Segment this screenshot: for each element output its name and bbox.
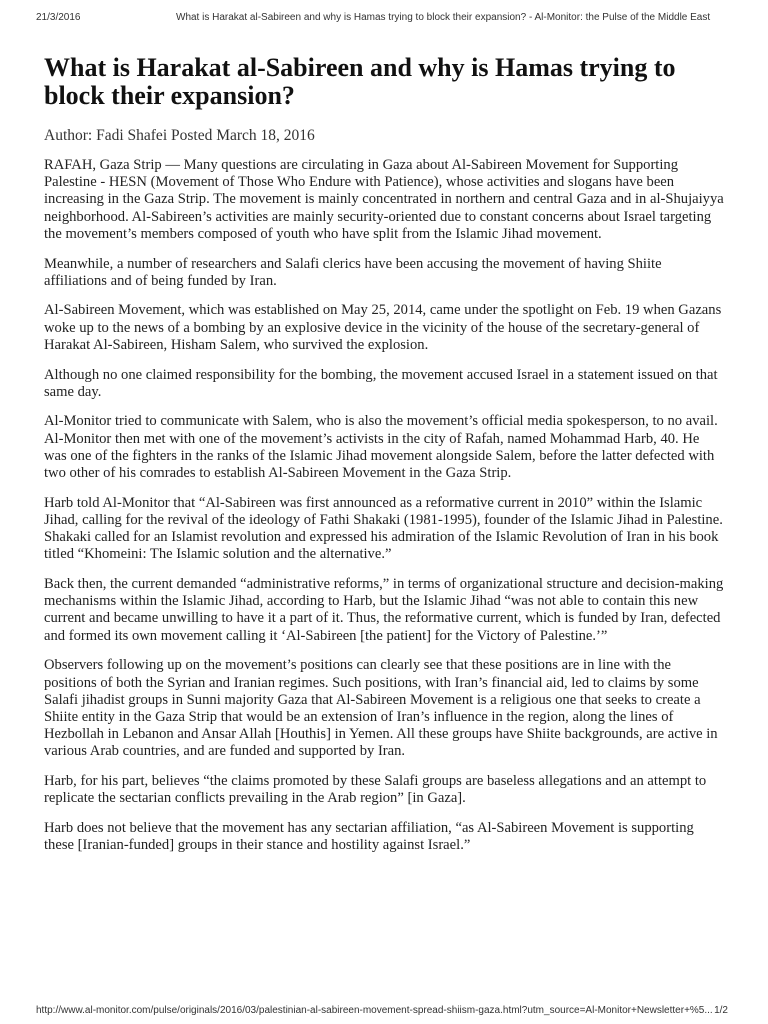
- article-paragraph: Meanwhile, a number of researchers and Salafi clerics have been accusing the movement of having Shiite affiliations and of being funded by Iran.: [44, 255, 662, 289]
- article-paragraph: Al-Monitor tried to communicate with Salem, who is also the movement’s official media spokesperson, to no avail. Al-Monitor then met with one of the movement’s activists in the city of Rafah, named Mohammad Harb, 40. He was one of the fighters in the ranks of the Islamic Jihad movement alongside Salem, before the latter defected with two other of his comrades to establish Al-Sabireen Movement in the Gaza Strip.: [44, 413, 718, 482]
- article-container: [44, 54, 724, 867]
- page-number: 1/2: [714, 1005, 728, 1016]
- article-byline: Author: Fadi Shafei Posted March 18, 2016: [44, 127, 315, 144]
- article-paragraph: Back then, the current demanded “administrative reforms,” in terms of organizational structure and decision-making mechanisms within the Islamic Jihad, according to Harb, but the Islamic Jihad “was not able to contain this new current and became unwilling to have it a part of it. Thus, the reformative current, which is funded by Iran, defected and formed its own movement calling it ‘Al-Sabireen [the patient] for the Victory of Palestine.’”: [44, 576, 724, 644]
- print-url[interactable]: http://www.al-monitor.com/pulse/originals/2016/03/palestinian-al-sabireen-movement-spread-shiism-gaza.html?utm_source=Al-Monitor+Newsletter+%5...: [36, 1005, 713, 1016]
- article-title: What is Harakat al-Sabireen and why is Hamas trying to block their expansion?: [44, 53, 676, 110]
- article-paragraph: RAFAH, Gaza Strip — Many questions are circulating in Gaza about Al-Sabireen Movement for Supporting Palestine - HESN (Movement of Those Who Endure with Patience), whose activities and slogans have been increasing in the Gaza Strip. The movement is mainly concentrated in northern and central Gaza and in al-Shujaiyya neighborhood. Al-Sabireen’s activities are mainly security-oriented due to constant concerns about Israel targeting the movement’s members composed of youth who have split from the Islamic Jihad movement.: [44, 157, 724, 242]
- article-paragraph: Observers following up on the movement’s positions can clearly see that these positions are in line with the positions of both the Syrian and Iranian regimes. Such positions, with Iran’s financial aid, led to claims by some Salafi jihadist groups in Sunni majority Gaza that Al-Sabireen Movement is a religious one that seeks to create a Shiite entity in the Gaza Strip that would be an extension of Iran’s influence in the region, along the lines of Hezbollah in Lebanon and Ansar Allah [Houthis] in Yemen. All these groups have Shiite backgrounds, are active in various Arab countries, and are funded and supported by Iran.: [44, 657, 718, 760]
- print-page-title: What is Harakat al-Sabireen and why is Hamas trying to block their expansion? - Al-Monitor: the Pulse of the Middle East: [176, 12, 711, 23]
- article-paragraph: Harb does not believe that the movement has any sectarian affiliation, “as Al-Sabireen Movement is supporting these [Iranian-funded] groups in their stance and hostility against Israel.”: [44, 820, 694, 854]
- article-paragraph: Harb, for his part, believes “the claims promoted by these Salafi groups are baseless allegations and an attempt to replicate the sectarian conflicts prevailing in the Arab region” [in Gaza].: [44, 773, 707, 807]
- article-body: [44, 157, 724, 854]
- article-paragraph: Al-Sabireen Movement, which was established on May 25, 2014, came under the spotlight on Feb. 19 when Gazans woke up to the news of a bombing by an explosive device in the vicinity of the house of the secretary-general of Harakat Al-Sabireen, Hisham Salem, who survived the explosion.: [44, 302, 722, 353]
- print-date: 21/3/2016: [36, 12, 81, 23]
- article-paragraph: Harb told Al-Monitor that “Al-Sabireen was first announced as a reformative current in 2010” within the Islamic Jihad, calling for the revival of the ideology of Fathi Shakaki (1981-1995), founder of the Islamic Jihad in Palestine. Shakaki called for an Islamist revolution and expressed his admiration of the Islamic Revolution of Iran in his book titled “Khomeini: The Islamic solution and the alternative.”: [44, 494, 723, 563]
- article-paragraph: Although no one claimed responsibility for the bombing, the movement accused Israel in a statement issued on that same day.: [44, 366, 718, 400]
